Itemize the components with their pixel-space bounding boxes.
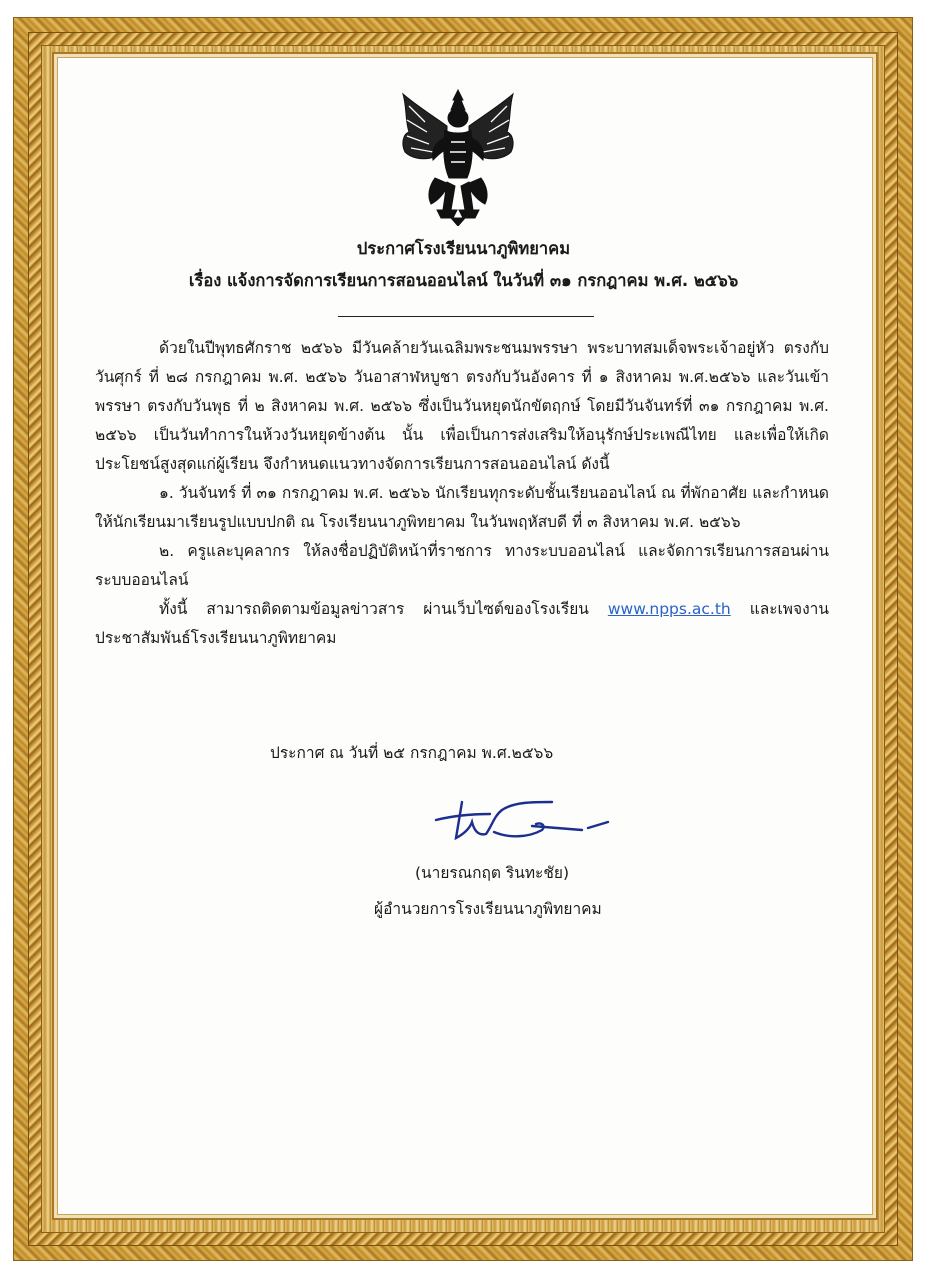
- announce-date: ประกาศ ณ วันที่ ๒๕ กรกฎาคม พ.ศ.๒๕๖๖: [270, 744, 554, 762]
- signature-icon: [432, 790, 612, 850]
- closing-paragraph: [95, 595, 829, 653]
- website-link[interactable]: www.npps.ac.th: [607, 600, 731, 618]
- announcement-subject: เรื่อง แจ้งการจัดการเรียนการสอนออนไลน์ ในวันที่ ๓๑ กรกฎาคม พ.ศ. ๒๕๖๖: [188, 271, 739, 290]
- title-divider: [338, 316, 594, 317]
- intro-paragraph: ด้วยในปีพุทธศักราช ๒๕๖๖ มีวันคล้ายวันเฉลิมพระชนมพรรษา พระบาทสมเด็จพระเจ้าอยู่หัว ตรงกับวันศุกร์ ที่ ๒๘ กรกฎาคม พ.ศ. ๒๕๖๖ วันอาสาฬหบูชา ตรงกับวันอังคาร ที่ ๑ สิงหาคม พ.ศ.๒๕๖๖ และวันเข้าพรรษา ตรงกับวันพุธ ที่ ๒ สิงหาคม พ.ศ. ๒๕๖๖ ซึ่งเป็นวันหยุดนักขัตฤกษ์ โดยมีวันจันทร์ที่ ๓๑ กรกฎาคม พ.ศ. ๒๕๖๖ เป็นวันทำการในห้วงวันหยุดข้างต้น นั้น เพื่อเป็นการส่งเสริมให้อนุรักษ์ประเพณีไทย และเพื่อให้เกิดประโยชน์สูงสุดแก่ผู้เรียน จึงกำหนดแนวทางจัดการเรียนการสอนออนไลน์ ดังนี้: [95, 339, 829, 473]
- announcement-title: ประกาศโรงเรียนนาภูพิทยาคม: [356, 239, 571, 258]
- closing-text-after: และเพจงานประชาสัมพันธ์โรงเรียนนาภูพิทยาคม: [95, 600, 829, 647]
- announcement-body: [95, 334, 829, 653]
- list-item-2: ๒. ครูและบุคลากร ให้ลงชื่อปฏิบัติหน้าที่ราชการ ทางระบบออนไลน์ และจัดการเรียนการสอนผ่านระบบออนไลน์: [95, 542, 829, 589]
- closing-text-before: ทั้งนี้ สามารถติดตามข้อมูลข่าวสาร ผ่านเว็บไซต์ของโรงเรียน: [159, 600, 608, 618]
- signer-title: ผู้อำนวยการโรงเรียนนาภูพิทยาคม: [374, 900, 602, 918]
- signer-name: (นายรณกฤต รินทะชัย): [415, 864, 570, 882]
- list-item-1: ๑. วันจันทร์ ที่ ๓๑ กรกฎาคม พ.ศ. ๒๕๖๖ นักเรียนทุกระดับชั้นเรียนออนไลน์ ณ ที่พักอาศัย และกำหนดให้นักเรียนมาเรียนรูปแบบปกติ ณ โรงเรียนนาภูพิทยาคม ในวันพฤหัสบดี ที่ ๓ สิงหาคม พ.ศ. ๒๕๖๖: [95, 484, 829, 531]
- garuda-emblem-icon: [395, 86, 521, 226]
